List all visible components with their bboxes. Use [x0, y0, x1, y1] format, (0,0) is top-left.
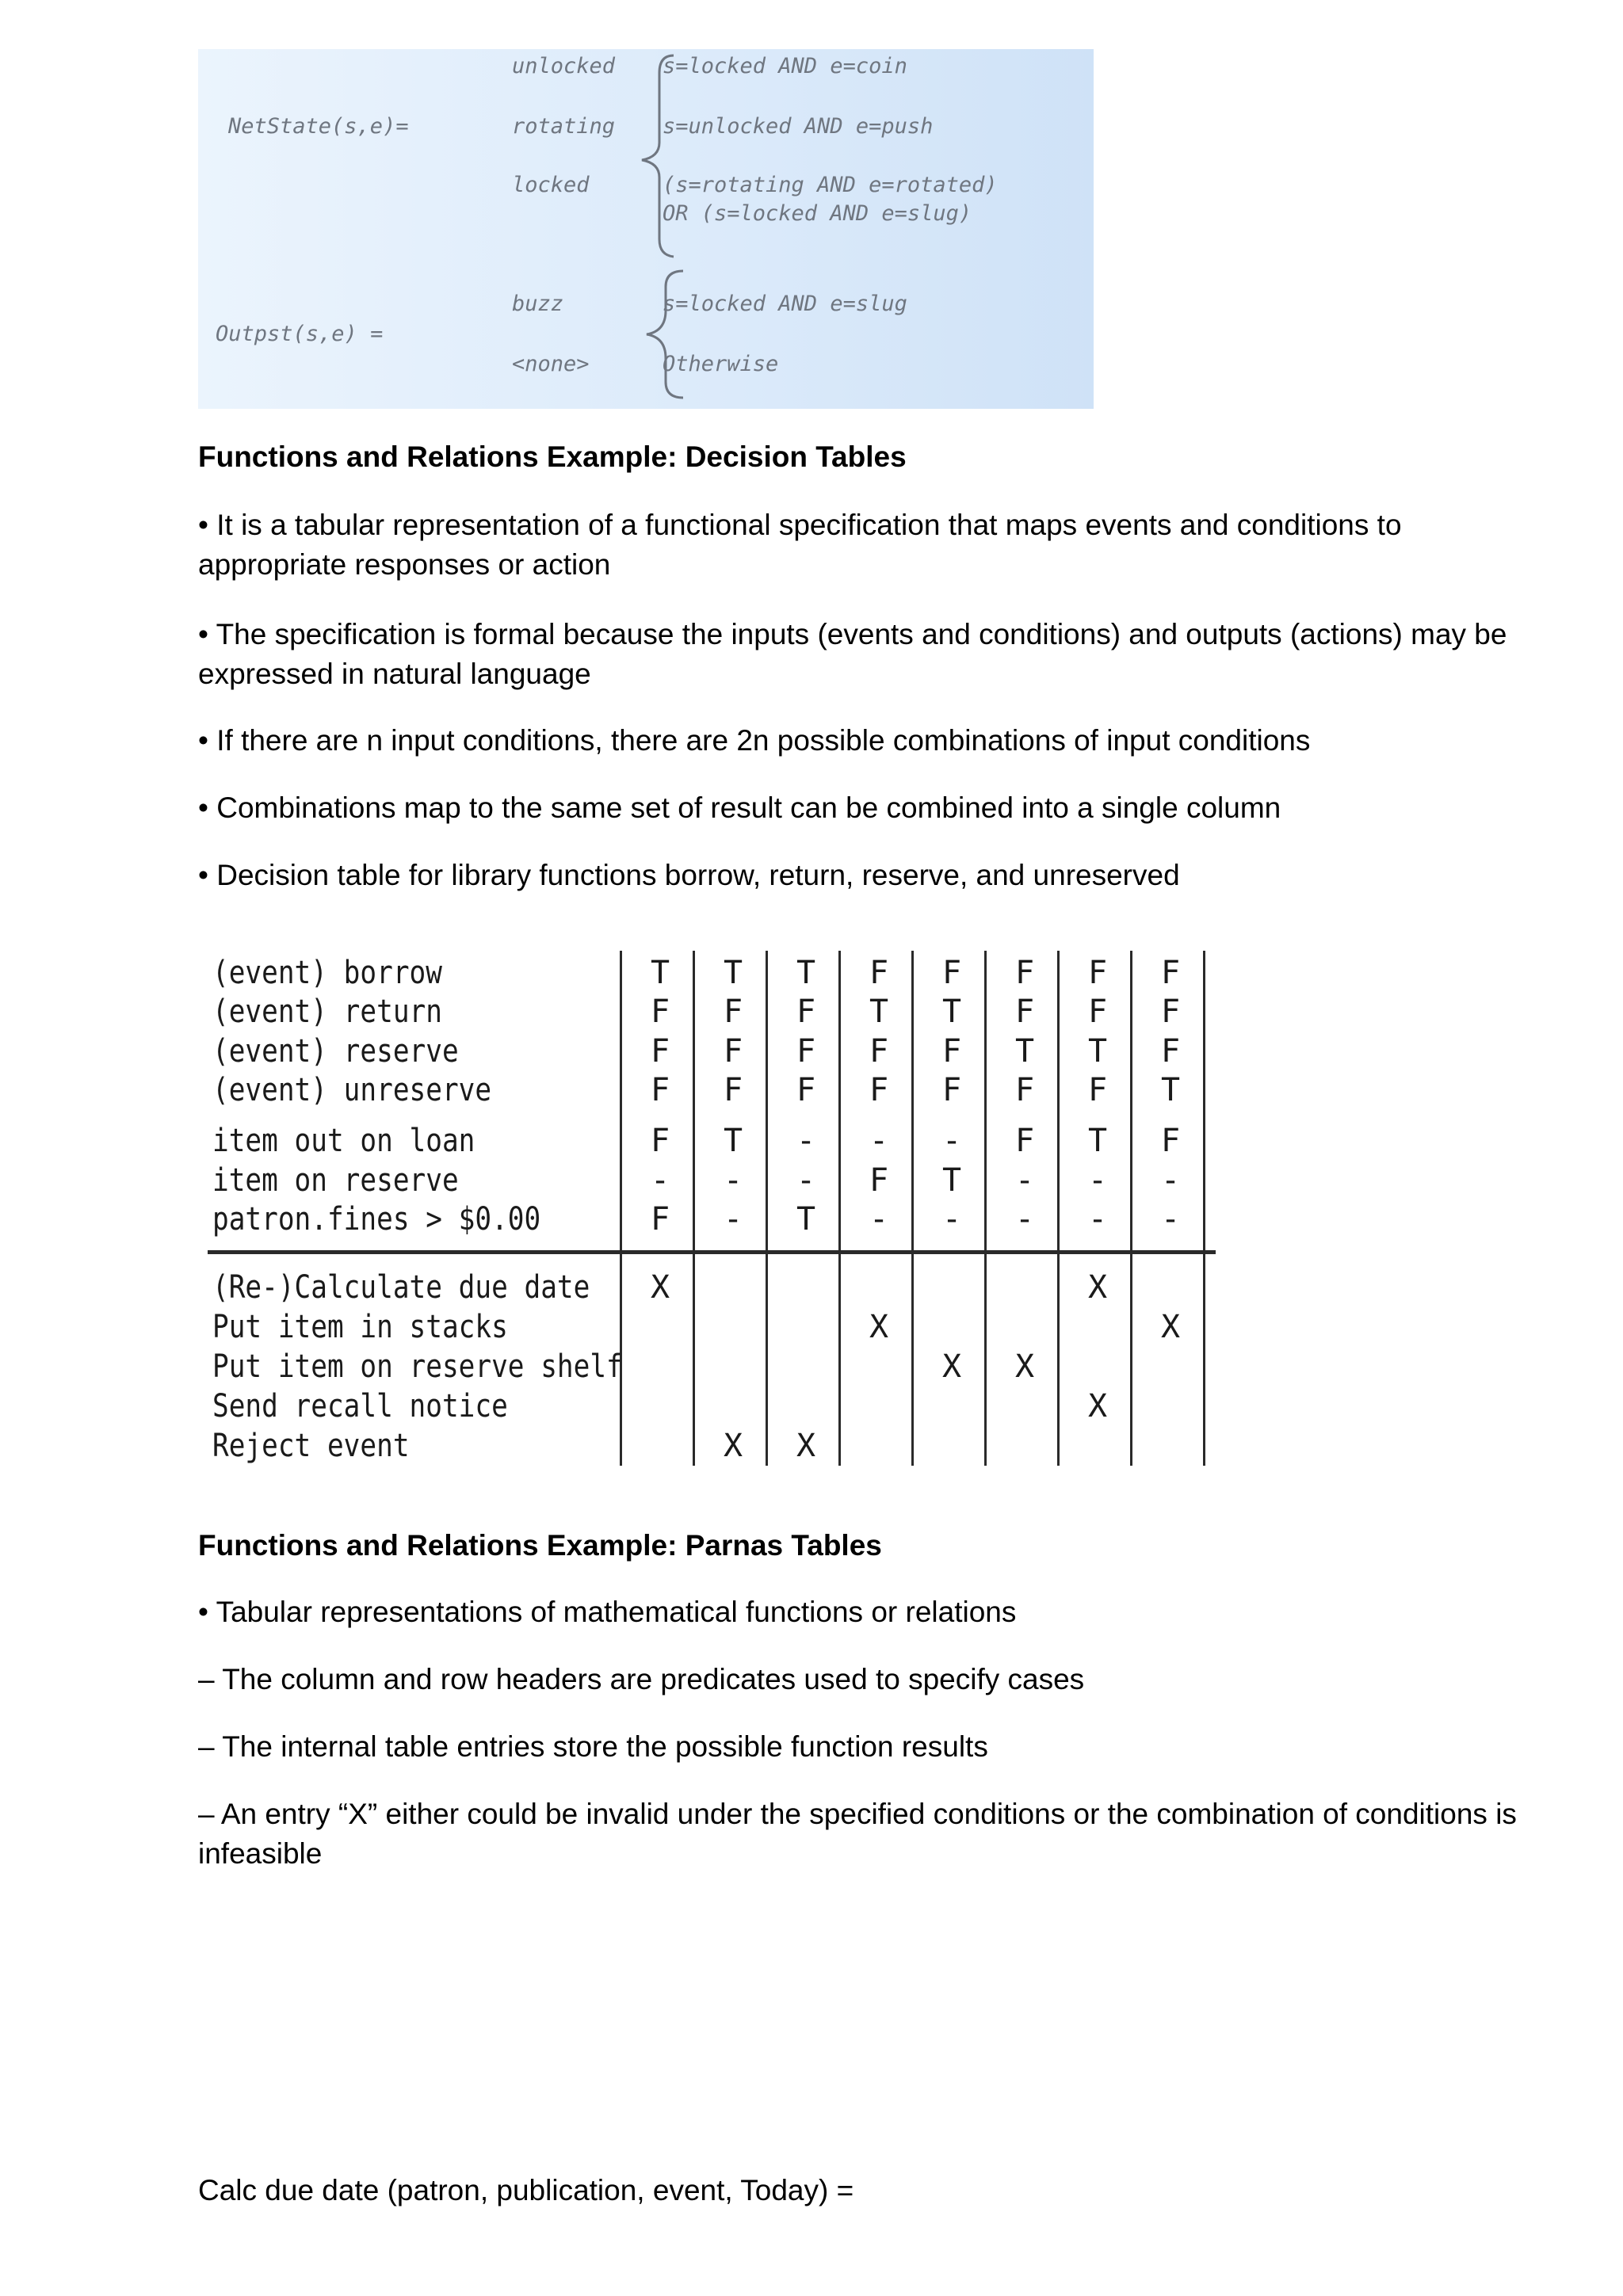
condition-cell: - — [723, 1162, 743, 1199]
action-row-label: Put item on reserve shelf — [212, 1348, 623, 1385]
action-row-label: Reject event — [212, 1428, 410, 1464]
brace-drawing — [198, 49, 1094, 409]
condition-row-label: item on reserve — [212, 1162, 459, 1199]
condition-cell: F — [796, 1033, 816, 1070]
table-column-line — [620, 951, 622, 1466]
table-divider — [208, 1250, 1216, 1254]
parnas-tables-heading: Functions and Relations Example: Parnas Tables — [198, 1529, 882, 1562]
condition-cell: F — [1014, 994, 1035, 1030]
state-function-figure — [198, 49, 1094, 409]
condition-cell: F — [796, 994, 816, 1030]
condition-cell: F — [869, 1033, 889, 1070]
condition-cell: - — [941, 1123, 962, 1159]
condition-cell: T — [1087, 1033, 1108, 1070]
condition-cell: T — [1014, 1033, 1035, 1070]
condition-cell: F — [869, 1162, 889, 1199]
condition-cell: - — [650, 1162, 670, 1199]
condition-row-label: (event) reserve — [212, 1033, 459, 1070]
condition-cell: F — [1160, 1123, 1181, 1159]
condition-cell: F — [1160, 955, 1181, 991]
case-result: buzz — [512, 292, 564, 316]
case-condition-continued: OR (s=locked AND e=slug) — [663, 201, 972, 226]
condition-cell: T — [1087, 1123, 1108, 1159]
condition-cell: - — [796, 1162, 816, 1199]
condition-cell: T — [869, 994, 889, 1030]
case-result: locked — [512, 173, 590, 197]
condition-cell: T — [723, 1123, 743, 1159]
condition-cell: F — [650, 1072, 670, 1108]
condition-row-label: (event) return — [212, 994, 442, 1030]
condition-cell: - — [869, 1123, 889, 1159]
case-result: <none> — [512, 352, 590, 376]
condition-cell: - — [1087, 1201, 1108, 1238]
bullet-item: • Decision table for library functions borrow, return, reserve, and unreserved — [198, 859, 1180, 891]
output-label: Outpst(s,e) = — [216, 322, 384, 346]
action-cell: X — [1087, 1388, 1108, 1425]
condition-cell: T — [941, 1162, 962, 1199]
condition-cell: T — [1160, 1072, 1181, 1108]
bullet-item: • Tabular representations of mathematical functions or relations — [198, 1596, 1017, 1628]
next-state-label: NetState(s,e)= — [228, 114, 409, 139]
condition-cell: - — [1160, 1201, 1181, 1238]
condition-cell: - — [1160, 1162, 1181, 1199]
bullet-item: – The internal table entries store the possible function results — [198, 1730, 988, 1763]
condition-cell: T — [941, 994, 962, 1030]
next-state-brace — [642, 55, 674, 257]
decision-tables-heading: Functions and Relations Example: Decision Tables — [198, 441, 907, 473]
bullet-item: – An entry “X” either could be invalid under the specified conditions or the combination of conditions is infeasible — [198, 1798, 1517, 1870]
condition-cell: T — [796, 955, 816, 991]
action-row-label: Put item in stacks — [212, 1309, 508, 1345]
bullet-item: • It is a tabular representation of a functional specification that maps events and conditions to appropriate responses or action — [198, 509, 1402, 581]
output-brace — [647, 271, 683, 398]
condition-cell: F — [1160, 994, 1181, 1030]
condition-cell: F — [941, 1072, 962, 1108]
condition-cell: T — [796, 1201, 816, 1238]
condition-cell: F — [1014, 955, 1035, 991]
case-condition: s=locked AND e=coin — [663, 54, 907, 78]
condition-cell: F — [796, 1072, 816, 1108]
condition-row-label: (event) unreserve — [212, 1072, 492, 1108]
condition-cell: F — [723, 1033, 743, 1070]
condition-cell: F — [650, 1123, 670, 1159]
decision-table — [208, 943, 1222, 1474]
condition-cell: F — [650, 1201, 670, 1238]
condition-cell: F — [869, 1072, 889, 1108]
action-cell: X — [1160, 1309, 1181, 1345]
action-cell: X — [796, 1428, 816, 1464]
condition-cell: F — [1087, 1072, 1108, 1108]
action-cell: X — [1014, 1348, 1035, 1385]
bullet-item: • The specification is formal because the inputs (events and conditions) and outputs (actions) may be expressed in natural language — [198, 618, 1507, 690]
bullet-item: • If there are n input conditions, there are 2n possible combinations of input conditions — [198, 724, 1311, 757]
condition-cell: F — [650, 994, 670, 1030]
case-condition: (s=rotating AND e=rotated) — [663, 173, 998, 197]
condition-cell: F — [1014, 1123, 1035, 1159]
condition-cell: T — [723, 955, 743, 991]
condition-cell: T — [650, 955, 670, 991]
condition-cell: - — [1014, 1201, 1035, 1238]
case-result: rotating — [512, 114, 616, 139]
case-condition: Otherwise — [663, 352, 779, 376]
case-result: unlocked — [512, 54, 616, 78]
bullet-item: • Combinations map to the same set of result can be combined into a single column — [198, 791, 1281, 824]
condition-cell: F — [1014, 1072, 1035, 1108]
condition-cell: F — [723, 994, 743, 1030]
condition-cell: - — [723, 1201, 743, 1238]
condition-cell: F — [723, 1072, 743, 1108]
calc-due-date-line: Calc due date (patron, publication, event, Today) = — [198, 2174, 854, 2206]
action-row-label: Send recall notice — [212, 1388, 508, 1425]
action-cell: X — [869, 1309, 889, 1345]
action-row-label: (Re-)Calculate due date — [212, 1269, 590, 1306]
condition-cell: F — [1087, 994, 1108, 1030]
condition-cell: F — [941, 955, 962, 991]
action-cell: X — [650, 1269, 670, 1306]
condition-cell: F — [650, 1033, 670, 1070]
action-cell: X — [1087, 1269, 1108, 1306]
condition-cell: F — [941, 1033, 962, 1070]
condition-cell: F — [1087, 955, 1108, 991]
condition-cell: F — [1160, 1033, 1181, 1070]
condition-cell: - — [1014, 1162, 1035, 1199]
action-cell: X — [941, 1348, 962, 1385]
condition-cell: - — [869, 1201, 889, 1238]
case-condition: s=unlocked AND e=push — [663, 114, 934, 139]
bullet-item: – The column and row headers are predicates used to specify cases — [198, 1663, 1085, 1695]
action-cell: X — [723, 1428, 743, 1464]
condition-row-label: patron.fines > $0.00 — [212, 1201, 541, 1238]
condition-row-label: (event) borrow — [212, 955, 442, 991]
condition-cell: - — [1087, 1162, 1108, 1199]
condition-cell: - — [941, 1201, 962, 1238]
case-condition: s=locked AND e=slug — [663, 292, 907, 316]
condition-cell: F — [869, 955, 889, 991]
condition-cell: - — [796, 1123, 816, 1159]
condition-row-label: item out on loan — [212, 1123, 475, 1159]
